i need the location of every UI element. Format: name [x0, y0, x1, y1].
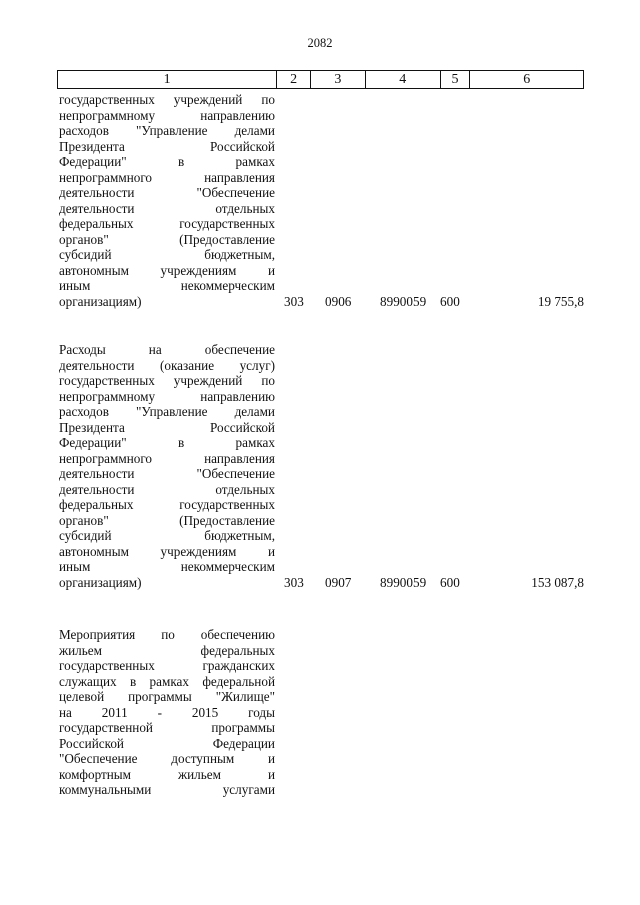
- description-line: расходов "Управление делами: [59, 404, 275, 419]
- description-line: непрограммному направлению: [59, 107, 275, 123]
- target-article-code: 8990059: [380, 574, 427, 590]
- header-col-5: 5: [441, 71, 471, 88]
- description-line: Президента Российской: [59, 419, 275, 435]
- description-line: Расходы на обеспечение: [59, 342, 275, 357]
- description-line: государственной программы: [59, 720, 275, 735]
- description-line: органов" (Предоставление: [59, 231, 275, 247]
- row-description: [59, 92, 275, 309]
- description-line: государственных гражданских: [59, 658, 275, 673]
- description-line: субсидий бюджетным,: [59, 528, 275, 543]
- description-line: организациям): [59, 574, 142, 590]
- description-line: непрограммного направления: [59, 450, 275, 466]
- section-code: 0906: [325, 293, 352, 309]
- header-col-6: 6: [523, 72, 531, 87]
- description-line: иным некоммерческим: [59, 559, 275, 574]
- target-article-code: 8990059: [380, 293, 427, 309]
- page-number: 2082: [307, 36, 333, 50]
- description-line: Федерации" в рамках: [59, 154, 275, 169]
- description-line: Президента Российской: [59, 138, 275, 154]
- description-line: непрограммного направления: [59, 169, 275, 185]
- description-line: автономным учреждениям и: [59, 543, 275, 559]
- description-line: расходов "Управление делами: [59, 123, 275, 138]
- description-line: государственных учреждений по: [59, 373, 275, 388]
- description-line: на 2011 - 2015 годы: [59, 704, 275, 720]
- section-code: 0907: [325, 574, 352, 590]
- amount: 19 755,8: [537, 293, 584, 309]
- description-line: целевой программы "Жилище": [59, 689, 275, 704]
- header-col-2: 2: [277, 71, 311, 88]
- description-line: комфортным жильем и: [59, 766, 275, 782]
- description-line: Федерации" в рамках: [59, 435, 275, 450]
- description-line: служащих в рамках федеральной: [59, 673, 275, 689]
- description-line: непрограммному направлению: [59, 388, 275, 404]
- expense-type-code: 600: [440, 293, 460, 309]
- row-description: [59, 627, 275, 798]
- description-line: федеральных государственных: [59, 497, 275, 512]
- description-line: коммунальными услугами: [59, 782, 275, 797]
- description-line: государственных учреждений по: [59, 92, 275, 107]
- row-description: [59, 342, 275, 590]
- description-line: жильем федеральных: [59, 642, 275, 658]
- description-line: органов" (Предоставление: [59, 512, 275, 528]
- table-header: [57, 70, 584, 89]
- description-line: деятельности отдельных: [59, 200, 275, 216]
- description-line: автономным учреждениям и: [59, 262, 275, 278]
- amount: 153 087,8: [531, 574, 584, 590]
- description-line: федеральных государственных: [59, 216, 275, 231]
- description-line: деятельности "Обеспечение: [59, 466, 275, 481]
- description-line: организациям): [59, 293, 142, 309]
- grbs-code: 303: [284, 293, 304, 309]
- description-line: деятельности отдельных: [59, 481, 275, 497]
- header-col-3: 3: [311, 71, 366, 88]
- description-line: иным некоммерческим: [59, 278, 275, 293]
- description-line: Мероприятия по обеспечению: [59, 627, 275, 642]
- grbs-code: 303: [284, 574, 304, 590]
- description-line: субсидий бюджетным,: [59, 247, 275, 262]
- expense-type-code: 600: [440, 574, 460, 590]
- description-line: деятельности "Обеспечение: [59, 185, 275, 200]
- header-col-4: 4: [366, 71, 441, 88]
- description-line: деятельности (оказание услуг): [59, 357, 275, 373]
- header-col-1: 1: [58, 71, 277, 88]
- description-line: Российской Федерации: [59, 735, 275, 751]
- description-line: "Обеспечение доступным и: [59, 751, 275, 766]
